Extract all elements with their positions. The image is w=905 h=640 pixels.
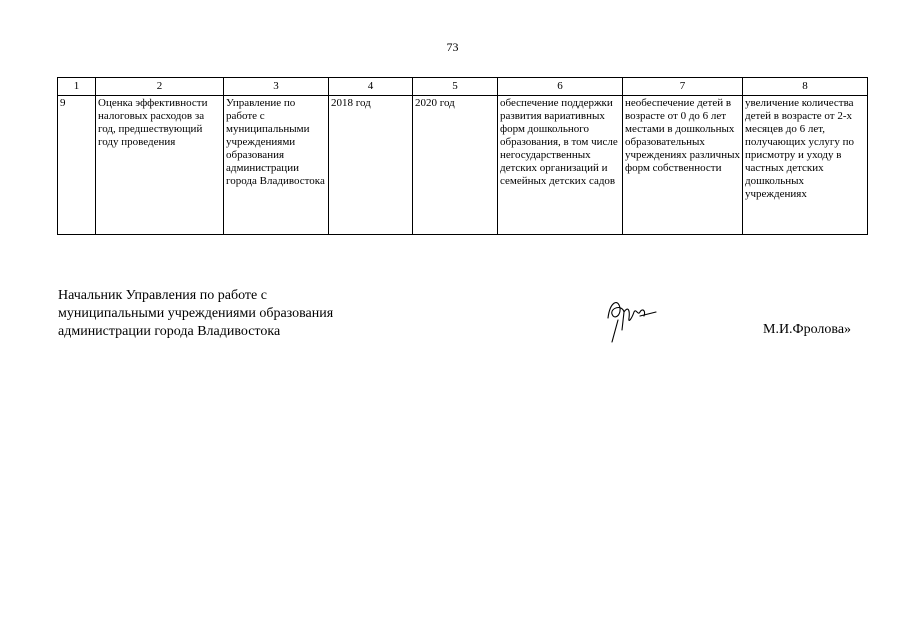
column-header: 4	[329, 78, 413, 96]
signatory-line-3: администрации города Владивостока	[58, 324, 281, 339]
column-header: 5	[413, 78, 498, 96]
signatory-title	[58, 287, 333, 341]
column-header: 7	[623, 78, 743, 96]
data-table	[57, 77, 868, 235]
table-header-row	[58, 78, 868, 96]
cell-result: увеличение количества детей в возрасте от 2-х месяцев до 6 лет, получающих услугу по присмотру и уходу в частных детских дошкольных учреждениях	[743, 96, 868, 235]
column-header: 2	[96, 78, 224, 96]
cell-number: 9	[58, 96, 96, 235]
column-header: 6	[498, 78, 623, 96]
signatory-line-2: муниципальными учреждениями образования	[58, 306, 334, 321]
cell-end-year: 2020 год	[413, 96, 498, 235]
column-header: 8	[743, 78, 868, 96]
column-header: 3	[224, 78, 329, 96]
cell-goal: обеспечение поддержки развития вариативных форм дошкольного образования, в том числе негосударственных детских организаций и семейных детских садов	[498, 96, 623, 235]
column-header: 1	[58, 78, 96, 96]
handwritten-signature	[600, 290, 660, 345]
signatory-name: М.И.Фролова»	[763, 322, 852, 337]
cell-start-year: 2018 год	[329, 96, 413, 235]
page-number: 73	[446, 40, 459, 54]
table-row	[58, 96, 868, 235]
cell-name: Оценка эффективности налоговых расходов за год, предшествующий году проведения	[96, 96, 224, 235]
signatory-line-1: Начальник Управления по работе с	[58, 288, 267, 303]
cell-problem: необеспечение детей в возрасте от 0 до 6 лет местами в дошкольных образовательных учреждениях различных форм собственности	[623, 96, 743, 235]
cell-curator: Управление по работе с муниципальными учреждениями образования администрации города Владивостока	[224, 96, 329, 235]
